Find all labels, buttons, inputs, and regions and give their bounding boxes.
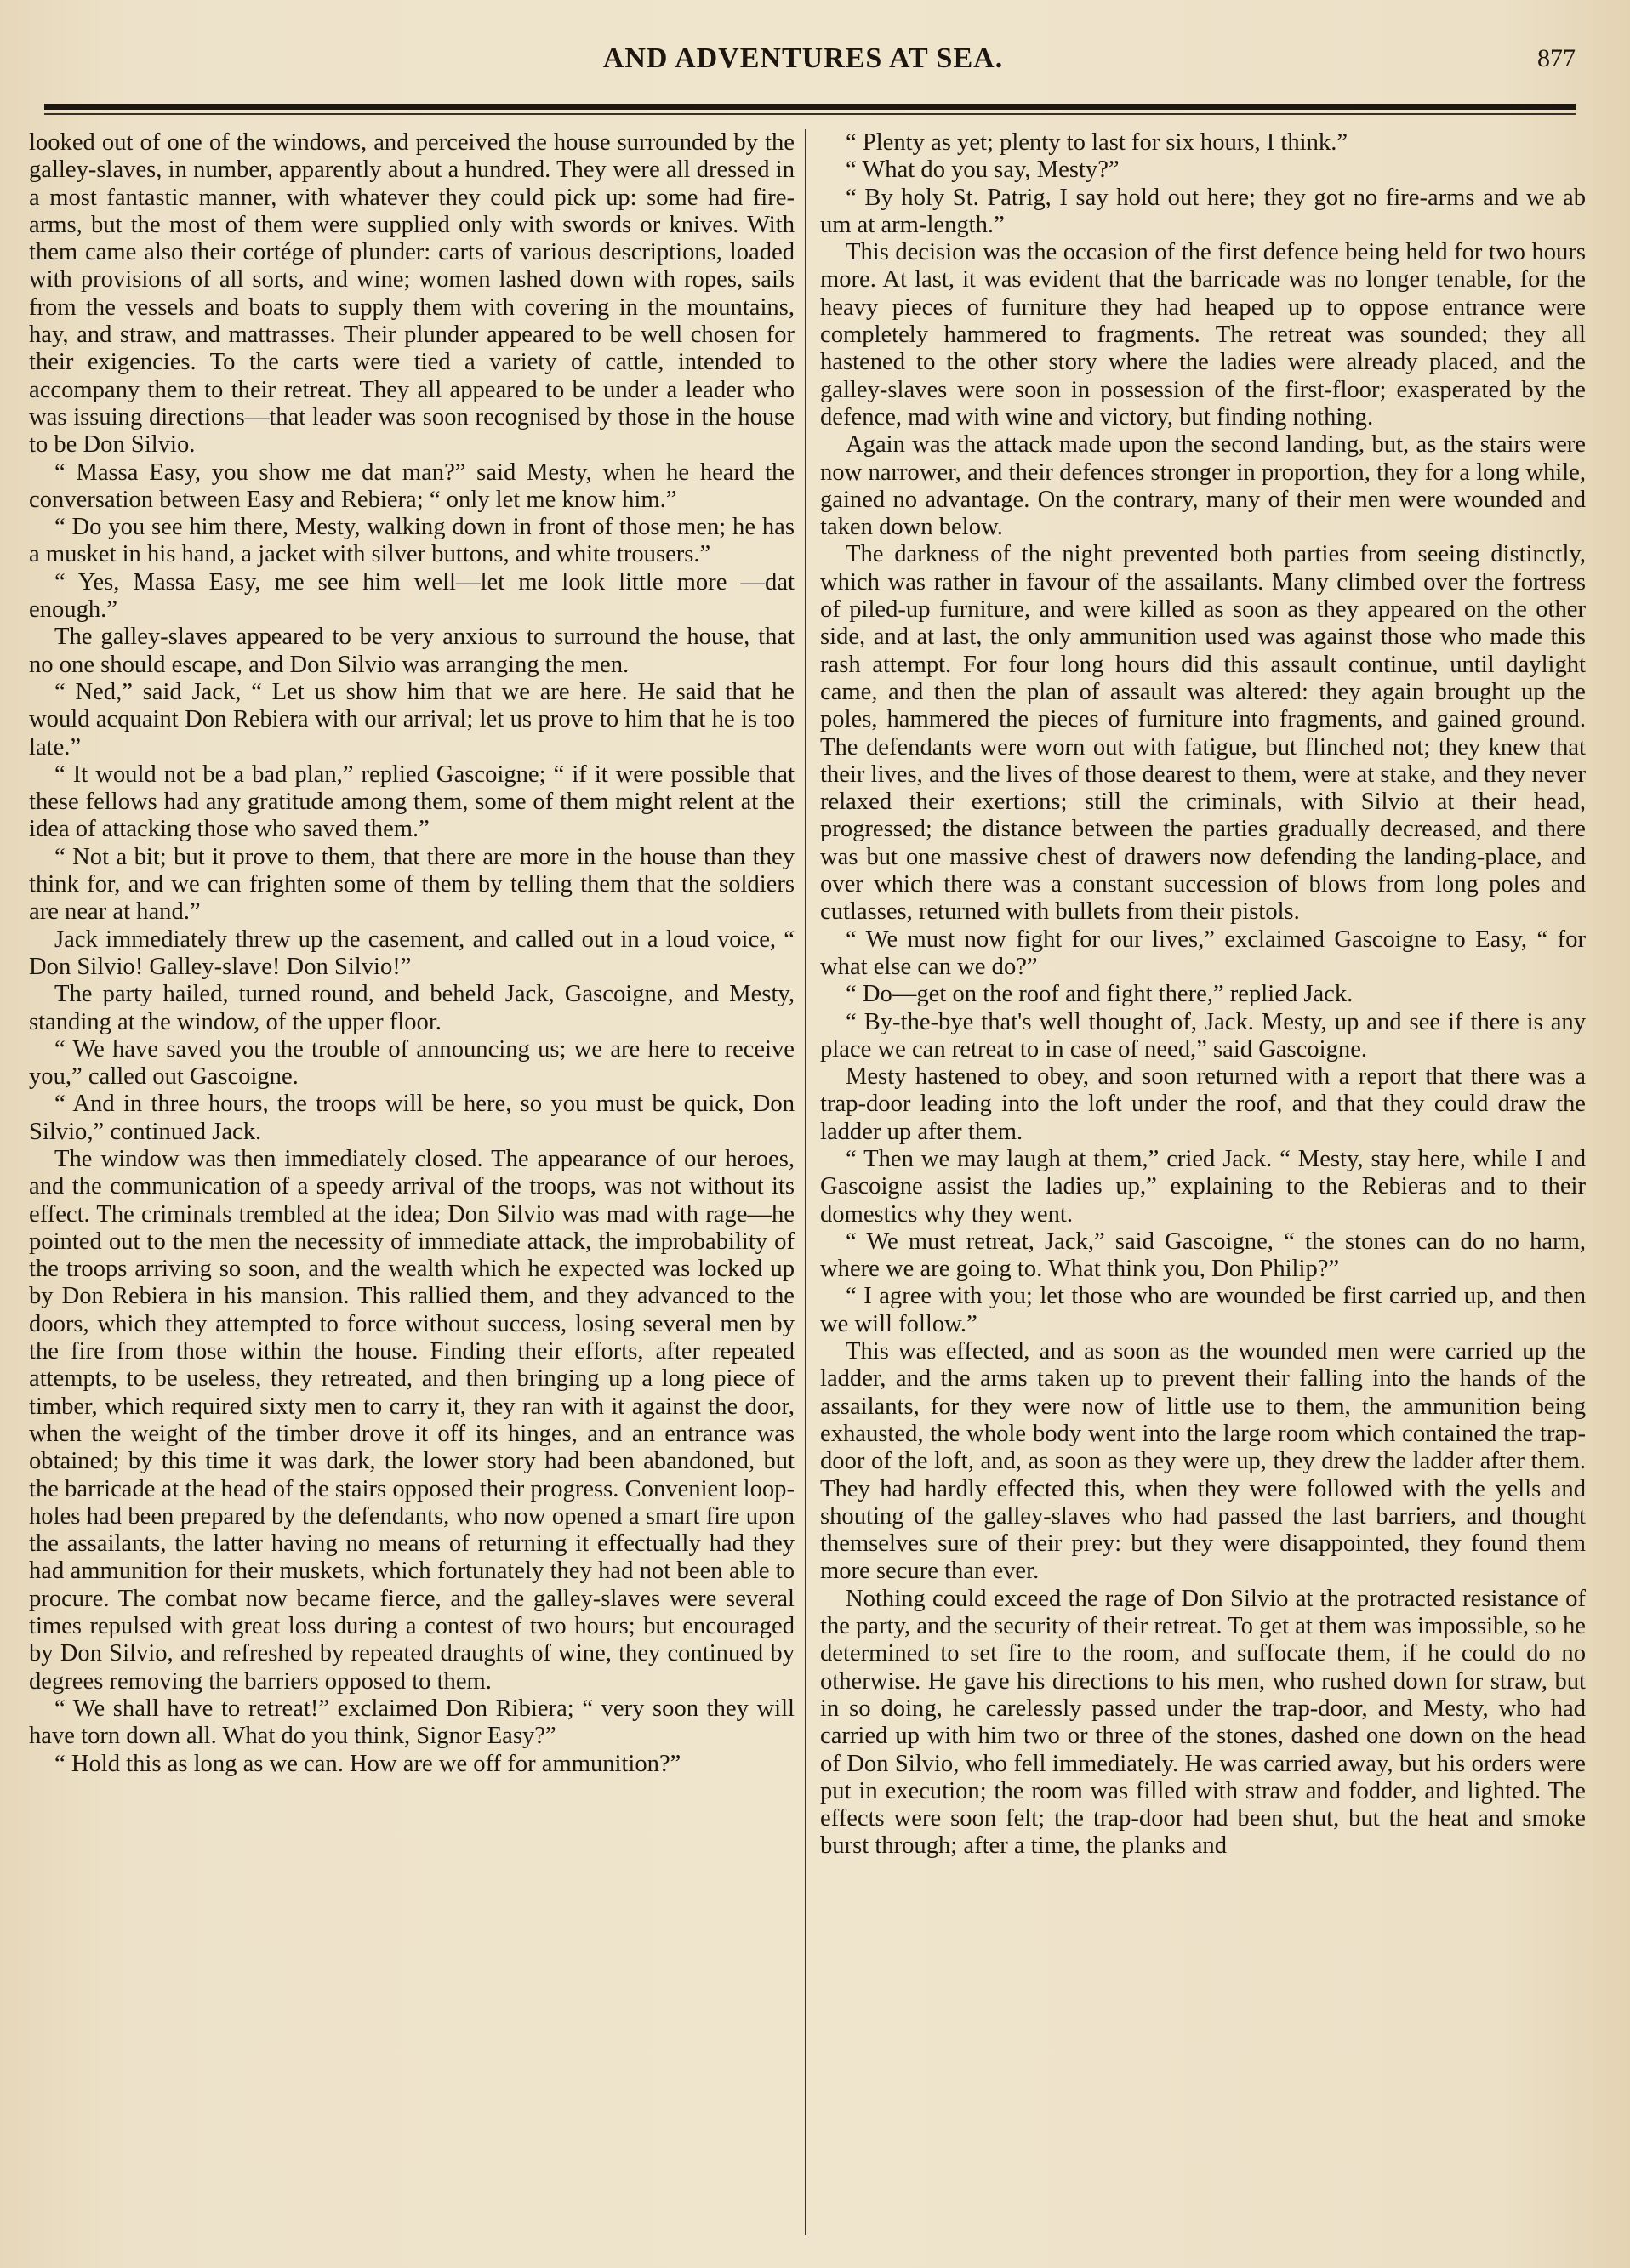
left-column [29,129,795,2231]
running-title: AND ADVENTURES AT SEA. [602,43,1004,74]
paragraph: “ I agree with you; let those who are wounded be first carried up, and then we will follow.” [820,1283,1586,1337]
page-number: 877 [1537,44,1576,72]
paragraph: This was effected, and as soon as the wounded men were carried up the ladder, and the arms taken up to prevent their falling into the hands of the assailants, for they were now of little use to them, the ammunition being exhausted, the whole body went into the large room which contained the trap-door of the loft, and, as soon as they were up, they drew the ladder after them. They had hardly effected this, when they were followed with the yells and shouting of the galley-slaves who had passed the last barriers, and thought themselves sure of their prey: but they were disappointed, they found them more secure than ever. [820,1338,1586,1585]
paragraph: “ Plenty as yet; plenty to last for six hours, I think.” [846,129,1348,156]
paragraph: The window was then immediately closed. The appearance of our heroes, and the communication of a speedy arrival of the troops, was not without its effect. The criminals trembled at the idea; Don Silvio was mad with rage—he pointed out to the men the necessity of immediate attack, the improbability of the troops arriving so soon, and the wealth which he expected was locked up by Don Rebiera in his mansion. This rallied them, and they advanced to the doors, which they attempted to force without success, losing several men by the fire from those within the house. Finding their efforts, after repeated attempts, to be useless, they retreated, and then bringing up a long piece of timber, which required sixty men to carry it, they ran with it against the door, when the weight of the timber drove it off its hinges, and an entrance was obtained; by this time it was dark, the lower story had been abandoned, but the barricade at the head of the stairs opposed their progress. Convenient loop-holes had been prepared by the defendants, who now opened a smart fire upon the assailants, the latter having no means of returning it effectually had they had ammunition for their muskets, which fortunately they had not been able to procure. The combat now became fierce, and the galley-slaves were several times repulsed with great loss during a contest of two hours; but encouraged by Don Silvio, and refreshed by repeated draughts of wine, they continued by degrees removing the barriers opposed to them. [29,1145,795,1695]
paragraph: The galley-slaves appeared to be very anxious to surround the house, that no one should escape, and Don Silvio was arranging the men. [29,624,795,678]
paragraph: “ We must now fight for our lives,” exclaimed Gascoigne to Easy, “ for what else can we do?” [820,926,1586,980]
header-rule-thin [44,113,1576,115]
header-rule-thick [44,104,1576,110]
text-columns [29,129,1586,2239]
paragraph: “ Do—get on the roof and fight there,” replied Jack. [846,981,1354,1008]
column-divider [805,129,806,2235]
paragraph: “ We must retreat, Jack,” said Gascoigne, “ the stones can do no harm, where we are going to. What think you, Don Philip?” [820,1228,1586,1283]
paragraph: “ Then we may laugh at them,” cried Jack. “ Mesty, stay here, while I and Gascoigne assist the ladies up,” explaining to the Rebieras and to their domestics why they went. [820,1145,1586,1228]
paragraph: “ And in three hours, the troops will be here, so you must be quick, Don Silvio,” continued Jack. [29,1091,795,1145]
paragraph: “ By holy St. Patrig, I say hold out here; they got no fire-arms and we ab um at arm-length.” [820,184,1586,238]
paragraph: Nothing could exceed the rage of Don Silvio at the protracted resistance of the party, and the security of their retreat. To get at them was impossible, so he determined to set fire to the room, and suffocate them, if he could do no otherwise. He gave his directions to his men, who rushed down for straw, but in so doing, he carelessly passed under the trap-door, and Mesty, who had carried up with him two or three of the stones, dashed one down on the head of Don Silvio, who fell immediately. He was carried away, but his orders were put in execution; the room was filled with straw and fodder, and lighted. The effects were soon felt; the trap-door had been shut, but the heat and smoke burst through; after a time, the planks and [820,1585,1586,1860]
paragraph: “ We shall have to retreat!” exclaimed Don Ribiera; “ very soon they will have torn down all. What do you think, Signor Easy?” [29,1695,795,1750]
paragraph: The party hailed, turned round, and beheld Jack, Gascoigne, and Mesty, standing at the window, of the upper floor. [29,981,795,1035]
paragraph: Again was the attack made upon the second landing, but, as the stairs were now narrower, and their defences stronger in proportion, they for a long while, gained no advantage. On the contrary, many of their men were wounded and taken down below. [820,431,1586,541]
paragraph: The darkness of the night prevented both parties from seeing distinctly, which was rather in favour of the assailants. Many climbed over the fortress of piled-up furniture, and were killed as soon as they appeared on the other side, and at last, the only ammunition used was against those who made this rash attempt. For four long hours did this assault continue, until daylight came, and then the plan of assault was altered: they again brought up the poles, hammered the pieces of furniture into fragments, and gained ground. The defendants were worn out with fatigue, but flinched not; they knew that their lives, and the lives of those dearest to them, were at stake, and they never relaxed their exertions; still the criminals, with Silvio at their head, progressed; the distance between the parties gradually decreased, and there was but one massive chest of drawers now defending the landing-place, and over which there was a constant succession of blows from long poles and cutlasses, returned with bullets from their pistols. [820,541,1586,926]
paragraph: “ What do you say, Mesty?” [846,157,1120,184]
paragraph: Mesty hastened to obey, and soon returned with a report that there was a trap-door leading into the loft under the roof, and that they could draw the ladder up after them. [820,1063,1586,1145]
paragraph: This decision was the occasion of the first defence being held for two hours more. At last, it was evident that the barricade was no longer tenable, for the heavy pieces of furniture they had heaped up to oppose entrance were completely hammered to fragments. The retreat was sounded; they all hastened to the other story where the ladies were already placed, and the galley-slaves were soon in possession of the first-floor; exasperated by the defence, mad with wine and victory, but finding nothing. [820,239,1586,430]
paragraph: “ Yes, Massa Easy, me see him well—let me look little more —dat enough.” [29,568,795,624]
paragraph: Jack immediately threw up the casement, and called out in a loud voice, “ Don Silvio! Galley-slave! Don Silvio!” [29,926,795,980]
paragraph: “ Hold this as long as we can. How are we off for ammunition?” [54,1750,681,1777]
paragraph: “ It would not be a bad plan,” replied Gascoigne; “ if it were possible that these fellows had any gratitude among them, some of them might relent at the idea of attacking those who saved them.” [29,761,795,843]
paragraph: looked out of one of the windows, and perceived the house surrounded by the galley-slaves, in number, apparently about a hundred. They were all dressed in a most fantastic manner, with whatever they could pick up: some had fire-arms, but the most of them were supplied only with swords or knives. With them came also their cortége of plunder: carts of various descriptions, loaded with provisions of all sorts, and wine; women lashed down with ropes, sails from the vessels and boats to supply them with covering in the mountains, hay, and straw, and mattrasses. Their plunder appeared to be well chosen for their exigencies. To the carts were tied a variety of cattle, intended to accompany them to their retreat. They all appeared to be under a leader who was issuing directions—that leader was soon recognised by those in the house to be Don Silvio. [29,129,795,459]
page-header [31,43,1576,94]
paragraph: “ Not a bit; but it prove to them, that there are more in the house than they think for, and we can frighten some of them by telling them that the soldiers are near at hand.” [29,843,795,926]
right-column [820,129,1586,2231]
paragraph: “ Do you see him there, Mesty, walking down in front of those men; he has a musket in his hand, a jacket with silver buttons, and white trousers.” [29,514,795,568]
paragraph: “ By-the-bye that's well thought of, Jack. Mesty, up and see if there is any place we can retreat to in case of need,” said Gascoigne. [820,1008,1586,1063]
paragraph: “ Ned,” said Jack, “ Let us show him that we are here. He said that he would acquaint Don Rebiera with our arrival; let us prove to him that he is too late.” [29,678,795,761]
paragraph: “ Massa Easy, you show me dat man?” said Mesty, when he heard the conversation between Easy and Rebiera; “ only let me know him.” [29,459,795,513]
paragraph: “ We have saved you the trouble of announcing us; we are here to receive you,” called out Gascoigne. [29,1035,795,1091]
